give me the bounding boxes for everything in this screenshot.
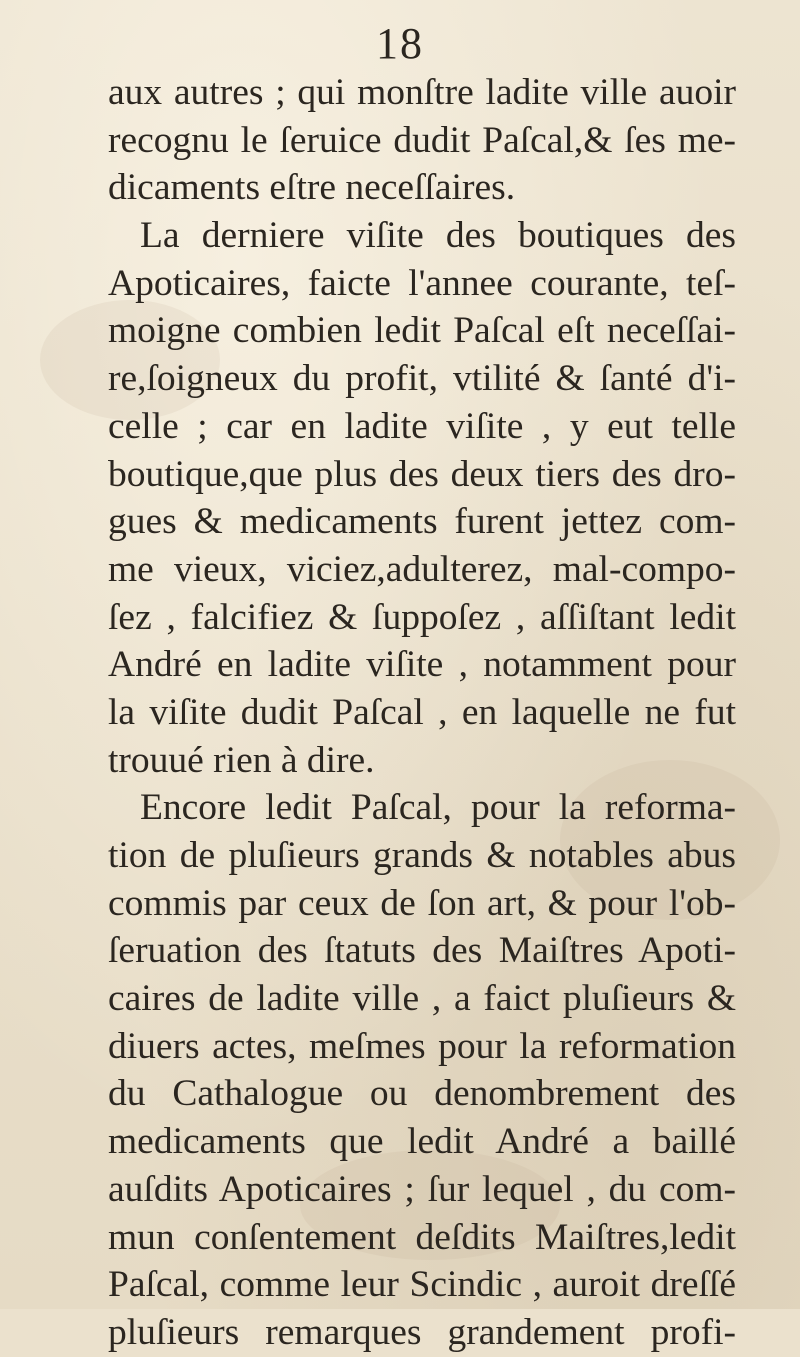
text-line: mun conſentement deſdits Maiſtres,ledit [108,1216,736,1258]
text-line: La derniere viſite des boutiques des [140,215,736,257]
text-line: re,ſoigneux du profit, vtilité & ſanté d'i- [108,358,736,400]
text-line: boutique,que plus des deux tiers des dro- [108,453,736,495]
text-line: recognu le ſeruice dudit Paſcal,& ſes me- [108,119,736,161]
text-line: Paſcal, comme leur Scindic , auroit dreſſé [108,1264,736,1306]
text-line: diuers actes, meſmes pour la reformation [108,1025,736,1067]
text-line: la viſite dudit Paſcal , en laquelle ne fut [108,691,736,733]
text-line: aux autres ; qui monſtre ladite ville auoir [108,72,736,113]
text-line: me vieux, viciez,adulterez, mal-compo- [108,548,736,590]
text-line: du Cathalogue ou denombrement des [108,1073,736,1115]
text-line: caires de ladite ville , a faict pluſieurs & [108,978,736,1020]
text-line: ſez , falcifiez & ſuppoſez , aſſiſtant ledit [108,596,736,638]
text-line: trouué rien à dire. [108,739,375,781]
text-line: tion de pluſieurs grands & notables abus [108,835,736,876]
text-line: celle ; car en ladite viſite , y eut telle [108,405,736,447]
text-line: Apoticaires, faicte l'annee courante, teſ- [108,262,736,304]
text-line: commis par ceux de ſon art, & pour l'ob- [108,882,736,924]
body-text [108,69,736,1357]
text-line: dicaments eſtre neceſſaires. [108,167,516,209]
page-number: 18 [376,19,424,68]
text-line: moigne combien ledit Paſcal eſt neceſſai- [108,310,736,352]
text-line: André en ladite viſite , notamment pour [108,644,736,686]
text-line: Encore ledit Paſcal, pour la reforma- [140,787,736,829]
text-line: ſeruation des ſtatuts des Maiſtres Apoti- [108,930,736,972]
text-line: pluſieurs remarques grandement profi- [108,1311,736,1353]
text-line: auſdits Apoticaires ; ſur lequel , du com- [108,1168,736,1210]
text-line: medicaments que ledit André a baillé [108,1121,736,1163]
text-line: gues & medicaments furent jettez com- [108,501,736,543]
